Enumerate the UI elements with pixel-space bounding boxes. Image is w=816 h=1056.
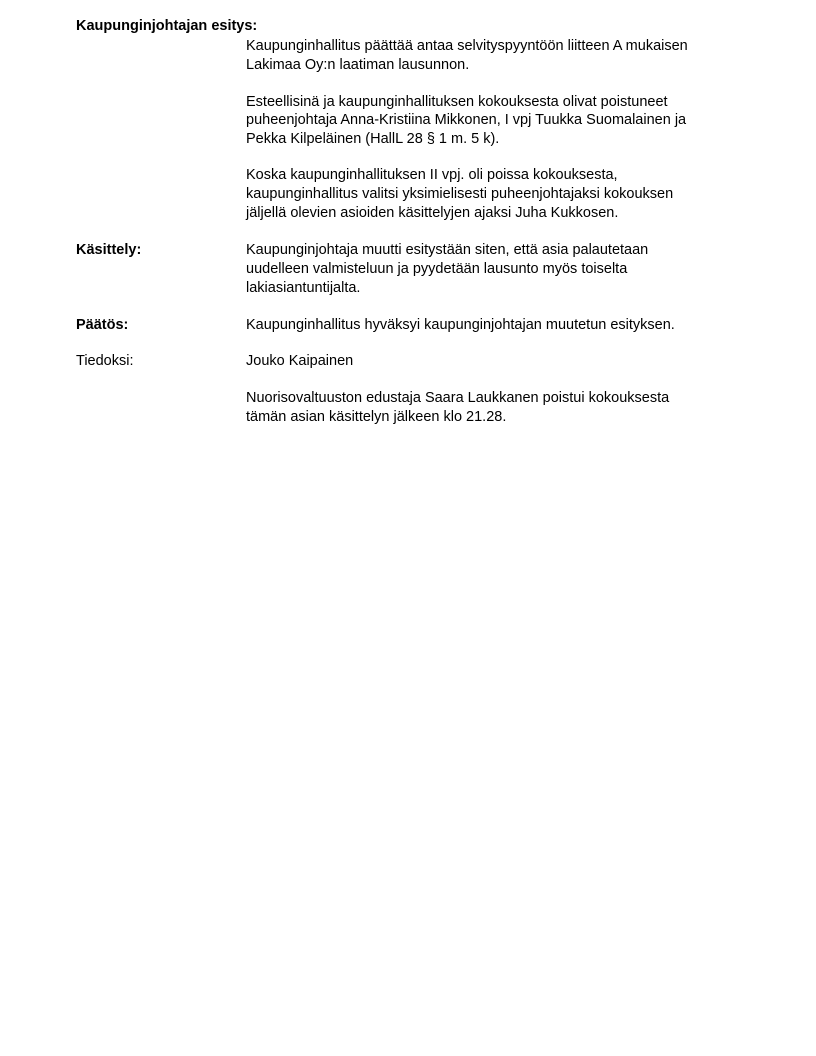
proposal-text-line: puheenjohtaja Anna-Kristiina Mikkonen, I vpj Tuukka Suomalainen ja — [246, 112, 687, 128]
proposal-text-line: jäljellä olevien asioiden käsittelyjen ajaksi Juha Kukkosen. — [246, 205, 619, 221]
notice-recipient: Jouko Kaipainen — [246, 353, 354, 369]
processing-label: Käsittely: — [76, 242, 142, 258]
notice-label: Tiedoksi: — [76, 353, 134, 369]
notice-note-line: tämän asian käsittelyn jälkeen klo 21.28. — [246, 409, 507, 425]
notice-note-line: Nuorisovaltuuston edustaja Saara Laukkanen poistui kokouksesta — [246, 390, 670, 406]
proposal-text-line: Esteellisinä ja kaupunginhallituksen kokouksesta olivat poistuneet — [246, 94, 668, 110]
proposal-text-line: Koska kaupunginhallituksen II vpj. oli poissa kokouksesta, — [246, 167, 618, 183]
proposal-text-line: Kaupunginhallitus päättää antaa selvityspyyntöön liitteen A mukaisen — [246, 38, 688, 54]
proposal-text-line: Pekka Kilpeläinen (HallL 28 § 1 m. 5 k). — [246, 131, 500, 147]
processing-text-line: lakiasiantuntijalta. — [246, 280, 361, 296]
decision-label: Päätös: — [76, 317, 129, 333]
decision-text: Kaupunginhallitus hyväksyi kaupunginjohtajan muutetun esityksen. — [246, 317, 675, 333]
processing-text-line: Kaupunginjohtaja muutti esitystään siten, että asia palautetaan — [246, 242, 649, 258]
proposal-heading: Kaupunginjohtajan esitys: — [76, 18, 258, 34]
processing-text-line: uudelleen valmisteluun ja pyydetään lausunto myös toiselta — [246, 261, 628, 277]
proposal-text-line: kaupunginhallitus valitsi yksimielisesti puheenjohtajaksi kokouksen — [246, 186, 674, 202]
proposal-text-line: Lakimaa Oy:n laatiman lausunnon. — [246, 57, 470, 73]
